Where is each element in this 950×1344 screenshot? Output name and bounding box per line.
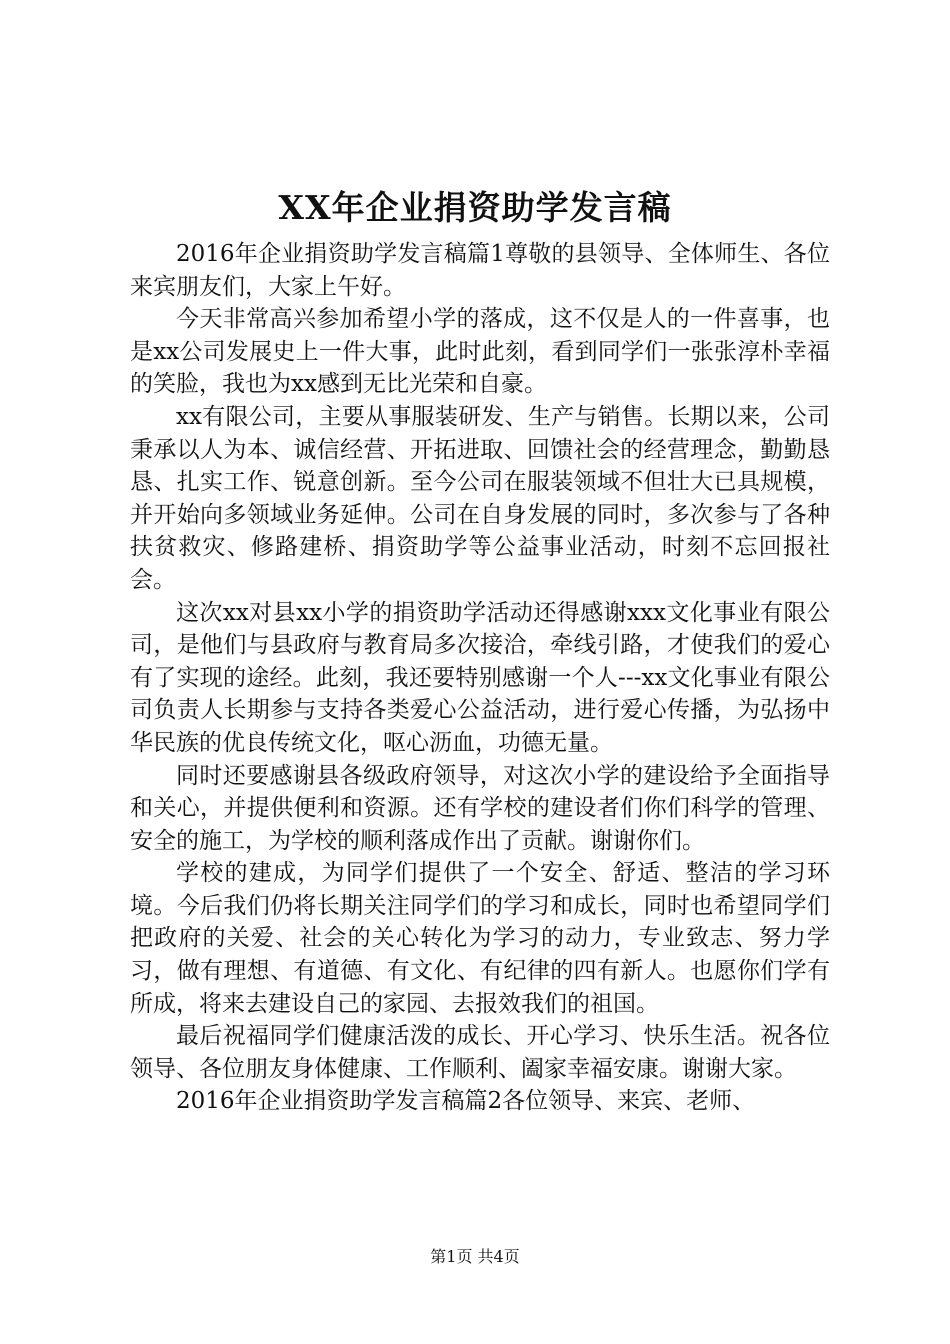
paragraph: 学校的建成，为同学们提供了一个安全、舒适、整洁的学习环境。今后我们仍将长期关注同学们的学习和成长，同时也希望同学们把政府的关爱、社会的关心转化为学习的动力，专业致志、努力学习，做有理想、有道德、有文化、有纪律的四有新人。也愿你们学有所成，将来去建设自己的家园、去报效我们的祖国。: [130, 860, 830, 1017]
page-number-footer: 第1页 共4页: [430, 1247, 520, 1266]
paragraph: 2016年企业捐资助学发言稿篇1尊敬的县领导、全体师生、各位来宾朋友们，大家上午好。: [130, 241, 830, 300]
paragraph: 最后祝福同学们健康活泼的成长、开心学习、快乐生活。祝各位领导、各位朋友身体健康、工作顺利、阖家幸福安康。谢谢大家。: [130, 1023, 830, 1082]
paragraph: xx有限公司，主要从事服装研发、生产与销售。长期以来，公司秉承以人为本、诚信经营、开拓进取、回馈社会的经营理念，勤勤恳恳、扎实工作、锐意创新。至今公司在服装领域不但壮大已具规模，并开始向多领域业务延伸。公司在自身发展的同时，多次参与了各种扶贫救灾、修路建桥、捐资助学等公益事业活动，时刻不忘回报社会。: [130, 403, 830, 593]
document-title: XX年企业捐资助学发言稿: [278, 188, 672, 227]
paragraph: 今天非常高兴参加希望小学的落成，这不仅是人的一件喜事，也是xx公司发展史上一件大事，此时此刻，看到同学们一张张淳朴幸福的笑脸，我也为xx感到无比光荣和自豪。: [130, 306, 830, 398]
document-body: [130, 238, 830, 1118]
paragraph: 同时还要感谢县各级政府领导，对这次小学的建设给予全面指导和关心，并提供便利和资源。还有学校的建设者们你们科学的管理、安全的施工，为学校的顺利落成作出了贡献。谢谢你们。: [130, 762, 830, 854]
paragraph: 这次xx对县xx小学的捐资助学活动还得感谢xxx文化事业有限公司，是他们与县政府与教育局多次接洽，牵线引路，才使我们的爱心有了实现的途经。此刻，我还要特别感谢一个人---xx文化事业有限公司负责人长期参与支持各类爱心公益活动，进行爱心传播，为弘扬中华民族的优良传统文化，呕心沥血，功德无量。: [130, 599, 830, 756]
paragraph: 2016年企业捐资助学发言稿篇2各位领导、来宾、老师、: [176, 1088, 756, 1115]
